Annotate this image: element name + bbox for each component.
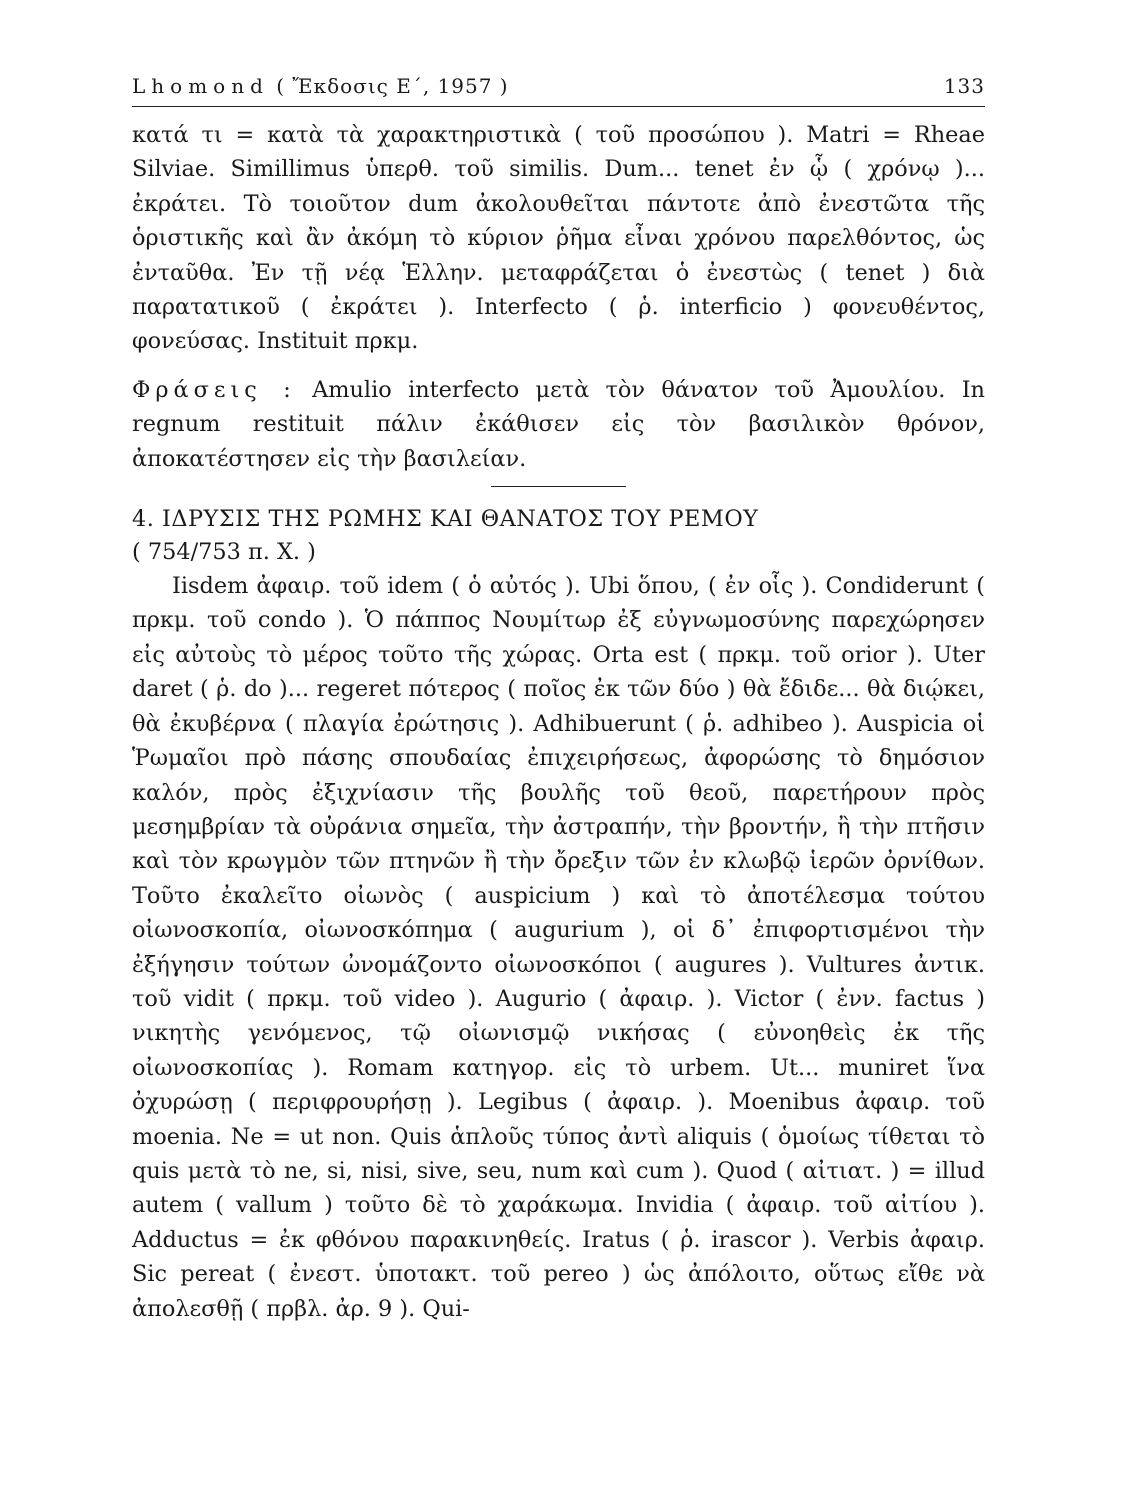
header-rule (132, 106, 985, 107)
running-head (132, 74, 985, 104)
paragraph-continuation: κατά τι = κατὰ τὰ χαρακτηριστικὰ ( τοῦ προσώπου ). Matri = Rheae Silviae. Simillimus ὑπερθ. τοῦ similis. Dum... tenet ἐν ᾧ ( χρόνῳ )... ἐκράτει. Τὸ τοιοῦτον dum ἀκολουθεῖται πάντοτε ἀπὸ ἐνεστῶτα τῆς ὁριστικῆς καὶ ἂν ἀκόμη τὸ κύριον ῥῆμα εἶναι χρόνου παρελθόντος, ὡς ἐνταῦθα. Ἐν τῇ νέᾳ Ἑλλην. μεταφράζεται ὁ ἐνεστὼς ( tenet ) διὰ παρατατικοῦ ( ἐκράτει ). Interfecto ( ῥ. interficio ) φονευθέντος, φονεύσας. Instituit πρκμ. (132, 122, 985, 355)
section-divider (491, 486, 626, 487)
page-body (132, 118, 985, 1326)
running-head-author: Lhomond (132, 74, 269, 98)
section-title: 4. ΙΔΡΥΣΙΣ ΤΗΣ ΡΩΜΗΣ ΚΑΙ ΘΑΝΑΤΟΣ ΤΟΥ ΡΕΜΟΥ (132, 506, 759, 533)
phrases-label: Φράσεις : (132, 376, 296, 403)
page-number: 133 (943, 74, 985, 98)
section-commentary: Iisdem ἀφαιρ. τοῦ idem ( ὁ αὐτός ). Ubi ὅπου, ( ἐν οἷς ). Condiderunt ( πρκμ. τοῦ condo ). Ὁ πάππος Νουμίτωρ ἐξ εὐγνωμοσύνης παρεχώρησεν εἰς αὐτοὺς τὸ μέρος τοῦτο τῆς χώρας. Orta est ( πρκμ. τοῦ orior ). Uter daret ( ῥ. do )... regeret πότερος ( ποῖος ἐκ τῶν δύο ) θὰ ἔδιδε... θὰ διῴκει, θὰ ἐκυβέρνα ( πλαγία ἐρώτησις ). Adhibuerunt ( ῥ. adhibeo ). Auspicia οἱ Ῥωμαῖοι πρὸ πάσης σπουδαίας ἐπιχειρήσεως, ἀφορώσης τὸ δημόσιον καλόν, πρὸς ἐξιχνίασιν τῆς βουλῆς τοῦ θεοῦ, παρετήρουν πρὸς μεσημβρίαν τὰ οὐράνια σημεῖα, τὴν ἀστραπήν, τὴν βροντήν, ἢ τὴν πτῆσιν καὶ τὸν κρωγμὸν τῶν πτηνῶν ἢ τὴν ὄρεξιν τῶν ἐν κλωβῷ ἱερῶν ὀρνίθων. Τοῦτο ἐκαλεῖτο οἰωνὸς ( auspicium ) καὶ τὸ ἀποτέλεσμα τούτου οἰωνοσκοπία, οἰωνοσκόπημα ( augurium ), οἱ δ᾽ ἐπιφορτισμένοι τὴν ἐξήγησιν τούτων ὠνομάζοντο οἰωνοσκόποι ( augures ). Vultures ἀντικ. τοῦ vidit ( πρκμ. τοῦ video ). Augurio ( ἀφαιρ. ). Victor ( ἐνν. factus ) νικητὴς γενόμενος, τῷ οἰωνισμῷ νικήσας ( εὐνοηθεὶς ἐκ τῆς οἰωνοσκοπίας ). Romam κατηγορ. εἰς τὸ urbem. Ut... muniret ἵνα ὀχυρώσῃ ( περιφρουρήσῃ ). Legibus ( ἀφαιρ. ). Moenibus ἀφαιρ. τοῦ moenia. Ne = ut non. Quis ἁπλοῦς τύπος ἀντὶ aliquis ( ὁμοίως τίθεται τὸ quis μετὰ τὸ ne, si, nisi, sive, seu, num καὶ cum ). Quod ( αἰτιατ. ) = illud autem ( vallum ) τοῦτο δὲ τὸ χαράκωμα. Invidia ( ἀφαιρ. τοῦ αἰτίου ). Adductus = ἐκ φθόνου παρακινηθείς. Iratus ( ῥ. irascor ). Verbis ἀφαιρ. Sic pereat ( ἐνεστ. ὑποτακτ. τοῦ pereo ) ὡς ἀπόλοιτο, οὕτως εἴθε νὰ ἀπολεσθῇ ( πρβλ. ἀρ. 9 ). Qui- (132, 573, 985, 1322)
section-date: ( 754/753 π. Χ. ) (132, 539, 316, 566)
phrases-text: Amulio interfecto μετὰ τὸν θάνατον τοῦ Ἀμουλίου. In regnum restituit πάλιν ἐκάθισεν εἰς τὸν βασιλικὸν θρόνον, ἀποκατέστησεν εἰς τὴν βασιλείαν. (132, 376, 985, 472)
phrases-paragraph (132, 373, 985, 476)
running-head-edition: ( Ἔκδοσις Ε΄, 1957 ) (276, 74, 509, 98)
running-head-left (132, 74, 509, 98)
